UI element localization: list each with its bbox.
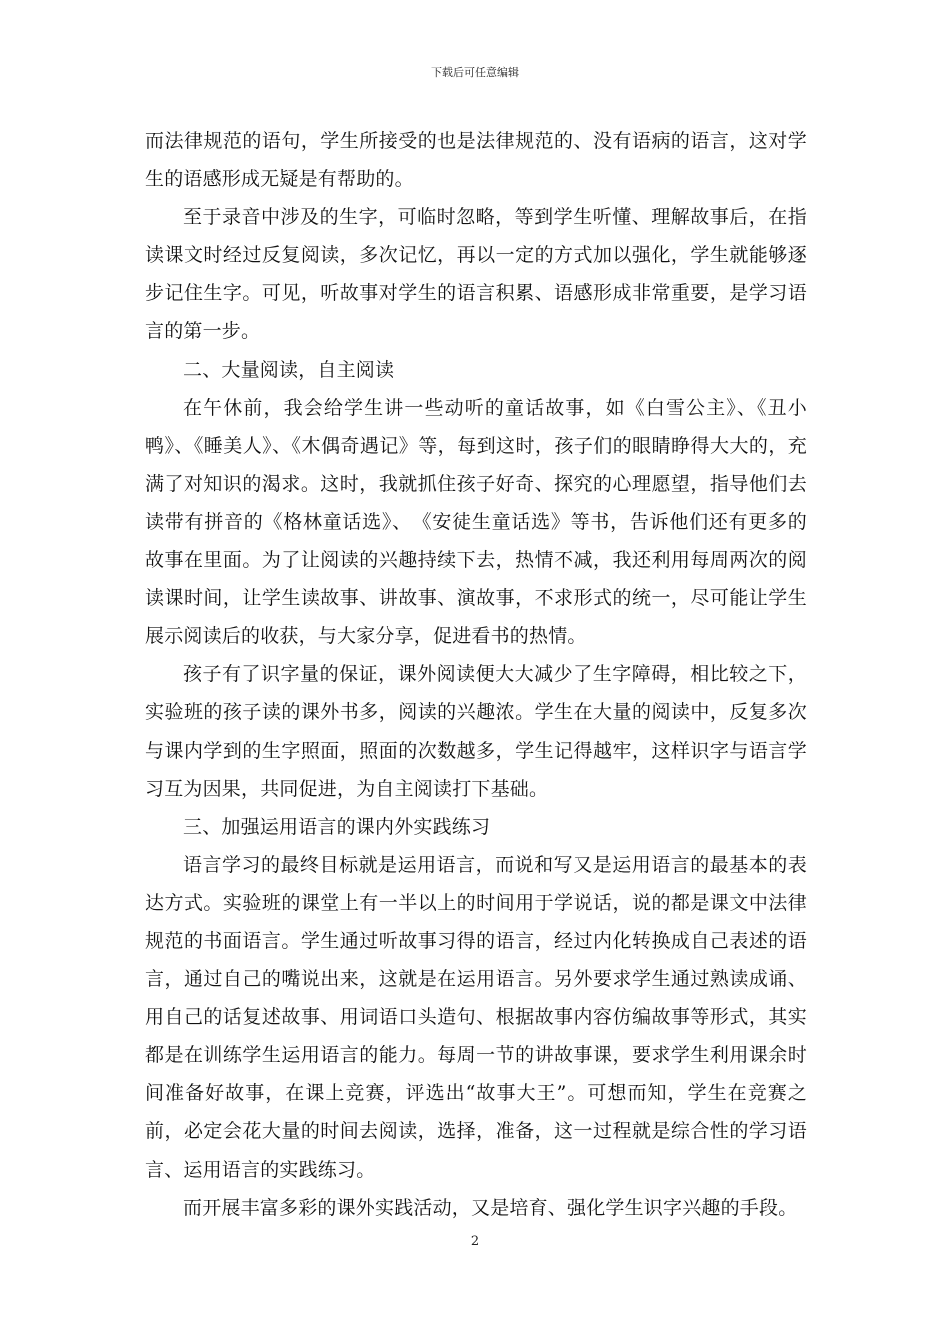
paragraph: 而法律规范的语句，学生所接受的也是法律规范的、没有语病的语言，这对学生的语感形成无疑是有帮助的。 [145,130,807,191]
section-heading: 二、大量阅读，自主阅读 [183,358,395,381]
document-body [145,122,807,1227]
paragraph: 语言学习的最终目标就是运用语言，而说和写又是运用语言的最基本的表达方式。实验班的课堂上有一半以上的时间用于学说话，说的都是课文中法律规范的书面语言。学生通过听故事习得的语言，经过内化转换成自己表述的语言，通过自己的嘴说出来，这就是在运用语言。另外要求学生通过熟读成诵、用自己的话复述故事、用词语口头造句、根据故事内容仿编故事等形式，其实都是在训练学生运用语言的能力。每周一节的讲故事课，要求学生利用课余时间准备好故事，在课上竞赛，评选出“故事大王”。可想而知，学生在竞赛之前，必定会花大量的时间去阅读，选择，准备，这一过程就是综合性的学习语言、运用语言的实践练习。 [145,853,807,1181]
paragraph: 而开展丰富多彩的课外实践活动，又是培育、强化学生识字兴趣的手段。 [183,1196,798,1219]
paragraph: 孩子有了识字量的保证，课外阅读便大大减少了生字障碍，相比较之下，实验班的孩子读的课外书多，阅读的兴趣浓。学生在大量的阅读中，反复多次与课内学到的生字照面，照面的次数越多，学生记得越牢，这样识字与语言学习互为因果，共同促进，为自主阅读打下基础。 [145,663,807,800]
page-header-note: 下载后可任意编辑 [431,66,519,79]
page-number: 2 [470,1234,480,1249]
section-heading: 三、加强运用语言的课内外实践练习 [183,815,491,838]
paragraph: 至于录音中涉及的生字，可临时忽略，等到学生听懂、理解故事后，在指读课文时经过反复阅读，多次记忆，再以一定的方式加以强化，学生就能够逐步记住生字。可见，听故事对学生的语言积累、语感形成非常重要，是学习语言的第一步。 [145,206,807,343]
paragraph: 在午休前，我会给学生讲一些动听的童话故事，如《白雪公主》、《丑小鸭》、《睡美人》、《木偶奇遇记》等，每到这时，孩子们的眼睛睁得大大的，充满了对知识的渴求。这时，我就抓住孩子好奇、探究的心理愿望，指导他们去读带有拼音的《格林童话选》、 《安徒生童话选》等书，告诉他们还有更多的故事在里面。为了让阅读的兴趣持续下去，热情不减，我还利用每周两次的阅读课时间，让学生读故事、讲故事、演故事，不求形式的统一，尽可能让学生展示阅读后的收获，与大家分享，促进看书的热情。 [145,396,807,648]
